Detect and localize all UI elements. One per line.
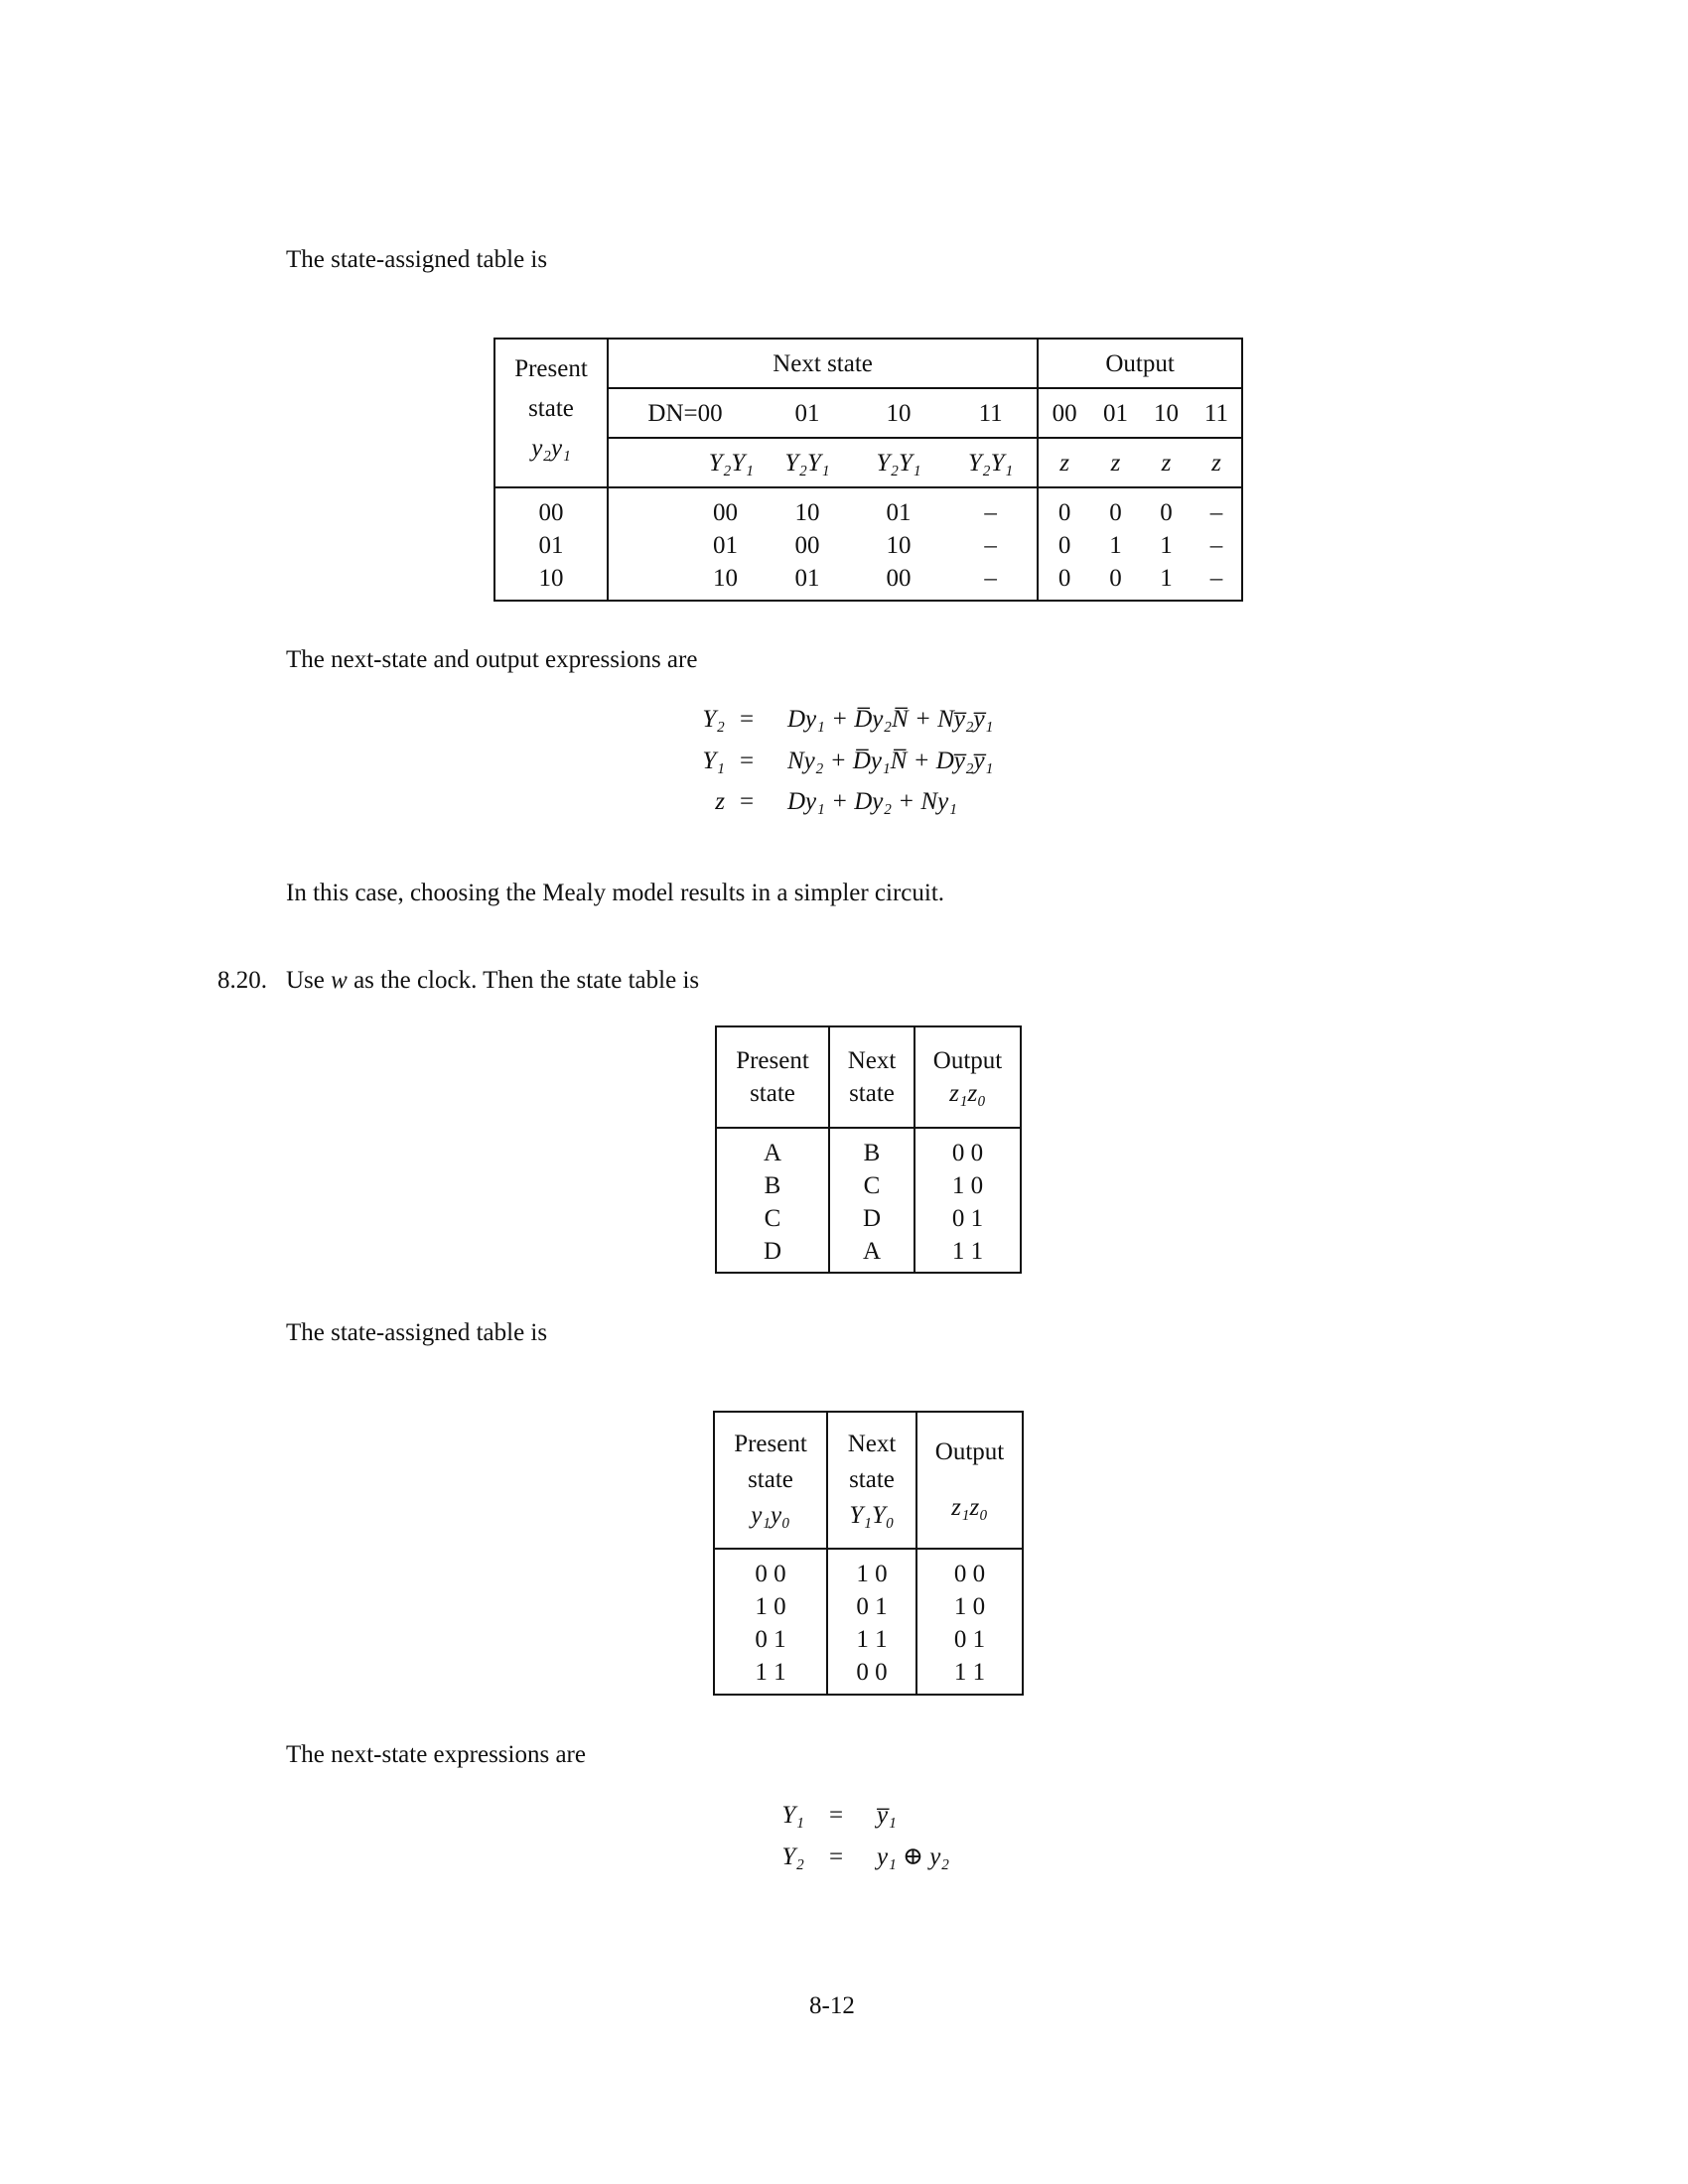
cell: 01 — [538, 532, 564, 559]
eq-lhs: Y₂ — [781, 1843, 804, 1870]
cell: 0 — [1057, 532, 1071, 559]
cell: B — [863, 1140, 881, 1166]
cell: 1 1 — [755, 1659, 786, 1686]
ns-var: Y₂Y₁ — [608, 438, 762, 487]
cell: 1 1 — [953, 1659, 986, 1686]
expr-intro: The next-state and output expressions are — [286, 646, 698, 673]
header: Next — [847, 1431, 897, 1457]
ns-column — [762, 487, 853, 601]
column — [714, 1549, 827, 1695]
column — [829, 1128, 914, 1273]
eq-rhs: y₁ ⊕ y₂ — [877, 1843, 950, 1870]
cell: 00 — [794, 532, 820, 559]
cell: 1 1 — [856, 1626, 888, 1653]
output-input-col: 01 — [1090, 388, 1141, 438]
cell: 0 1 — [953, 1626, 986, 1653]
cell: – — [1209, 565, 1223, 592]
problem-number: 8.20. — [217, 967, 267, 994]
header: z₁z₀ — [951, 1494, 988, 1521]
cell: – — [1209, 532, 1223, 559]
cell: 0 — [1057, 565, 1071, 592]
cell: C — [764, 1205, 781, 1232]
cell: B — [764, 1172, 781, 1199]
ns-var: Y₂Y₁ — [762, 438, 853, 487]
cell: – — [984, 499, 997, 526]
input-col: 10 — [853, 388, 944, 438]
cell: 1 — [1109, 532, 1122, 559]
cell: 10 — [794, 499, 820, 526]
cell: 0 — [1109, 565, 1122, 592]
header: Next — [847, 1047, 897, 1074]
cell: 1 0 — [953, 1593, 986, 1620]
cell: 0 0 — [856, 1659, 888, 1686]
header-output: Output — [1038, 339, 1242, 388]
ns-column — [944, 487, 1038, 601]
eq-equals: = — [829, 1843, 844, 1870]
ns-column — [608, 487, 762, 601]
output-input-col: 10 — [1141, 388, 1192, 438]
cell: D — [862, 1205, 882, 1232]
problem-var: w — [331, 967, 348, 994]
header: Present — [736, 1047, 809, 1074]
problem-post: as the clock. Then the state table is — [353, 967, 700, 994]
cell: A — [763, 1140, 782, 1166]
cell: – — [984, 532, 997, 559]
column — [916, 1549, 1023, 1695]
header: Present — [734, 1431, 807, 1457]
cell: 10 — [713, 565, 738, 592]
eq-lhs: z — [715, 788, 725, 815]
cell: 1 0 — [951, 1172, 984, 1199]
cell: 00 — [886, 565, 912, 592]
state-assigned-table-2 — [713, 1411, 1024, 1696]
cell: 0 0 — [951, 1140, 984, 1166]
input-col: DN=00 — [608, 388, 762, 438]
header: Output — [934, 1438, 1005, 1465]
cell: 0 — [1057, 499, 1071, 526]
cell: 1 — [1160, 565, 1173, 592]
header: Output — [932, 1047, 1003, 1074]
eq-equals: = — [740, 788, 755, 815]
header: Y₁Y₀ — [849, 1502, 895, 1529]
eq-equals: = — [829, 1802, 844, 1829]
output-input-col: 00 — [1038, 388, 1090, 438]
z-column — [1090, 487, 1141, 601]
eq-rhs: Ny₂ + D̅y₁N̅ + Dy̅₂y̅₁ — [787, 748, 994, 774]
header: state — [849, 1466, 895, 1493]
ns-var: Y₂Y₁ — [853, 438, 944, 487]
out-var: z — [1192, 438, 1242, 487]
cell: 01 — [713, 532, 738, 559]
cell: 0 0 — [953, 1561, 986, 1587]
cell: C — [863, 1172, 881, 1199]
column — [827, 1549, 916, 1695]
header-state: state — [528, 395, 574, 422]
header: z₁z₀ — [949, 1080, 986, 1107]
cell: 0 0 — [755, 1561, 786, 1587]
cell: 00 — [713, 499, 738, 526]
z-column — [1038, 487, 1090, 601]
eq-lhs: Y₂ — [702, 706, 725, 733]
input-col: 01 — [762, 388, 853, 438]
out-var: z — [1141, 438, 1192, 487]
ns-var: Y₂Y₁ — [944, 438, 1038, 487]
header: y₁y₀ — [751, 1502, 790, 1529]
cell: 0 — [1160, 499, 1173, 526]
mealy-text: In this case, choosing the Mealy model results in a simpler circuit. — [286, 880, 945, 906]
cell: 01 — [794, 565, 820, 592]
cell: 0 1 — [856, 1593, 888, 1620]
header-next-state: Next state — [608, 339, 1038, 388]
out-var: z — [1090, 438, 1141, 487]
column — [716, 1128, 829, 1273]
output-input-col: 11 — [1192, 388, 1242, 438]
problem-pre: Use — [286, 967, 325, 994]
header-present: Present — [514, 355, 588, 382]
input-col: 11 — [944, 388, 1038, 438]
cell: 1 0 — [755, 1593, 786, 1620]
column — [914, 1128, 1021, 1273]
eq-rhs: y̅₁ — [877, 1802, 897, 1829]
cell: – — [984, 565, 997, 592]
cell: D — [763, 1238, 782, 1265]
state-table — [715, 1025, 1022, 1274]
eq-equals: = — [740, 748, 755, 774]
out-var: z — [1038, 438, 1090, 487]
header: state — [748, 1466, 793, 1493]
cell: 10 — [538, 565, 564, 592]
cell: 01 — [886, 499, 912, 526]
header: state — [750, 1080, 795, 1107]
eq-rhs: Dy₁ + D̅y₂N̅ + Ny̅₂y̅₁ — [787, 706, 994, 733]
cell: 00 — [538, 499, 564, 526]
intro-text: The state-assigned table is — [286, 246, 548, 273]
page-number: 8-12 — [809, 1992, 855, 2019]
intro-text-2: The state-assigned table is — [286, 1319, 548, 1346]
cell: 1 — [1160, 532, 1173, 559]
cell: 0 — [1109, 499, 1122, 526]
state-assigned-table-1 — [493, 338, 1243, 602]
expr-intro-2: The next-state expressions are — [286, 1741, 586, 1768]
ns-column — [853, 487, 944, 601]
header-ps-var: y₂y₁ — [531, 435, 571, 462]
eq-lhs: Y₁ — [702, 748, 725, 774]
cell: 1 1 — [951, 1238, 984, 1265]
cell: 0 1 — [951, 1205, 984, 1232]
eq-lhs: Y₁ — [781, 1802, 804, 1829]
cell: – — [1209, 499, 1223, 526]
cell: 0 1 — [755, 1626, 786, 1653]
eq-rhs: Dy₁ + Dy₂ + Ny₁ — [787, 788, 957, 815]
eq-equals: = — [740, 706, 755, 733]
header: state — [849, 1080, 895, 1107]
cell: A — [862, 1238, 882, 1265]
z-column — [1141, 487, 1192, 601]
ps-column — [494, 487, 608, 601]
problem-text — [286, 966, 699, 996]
cell: 10 — [886, 532, 912, 559]
z-column — [1192, 487, 1242, 601]
cell: 1 0 — [856, 1561, 888, 1587]
